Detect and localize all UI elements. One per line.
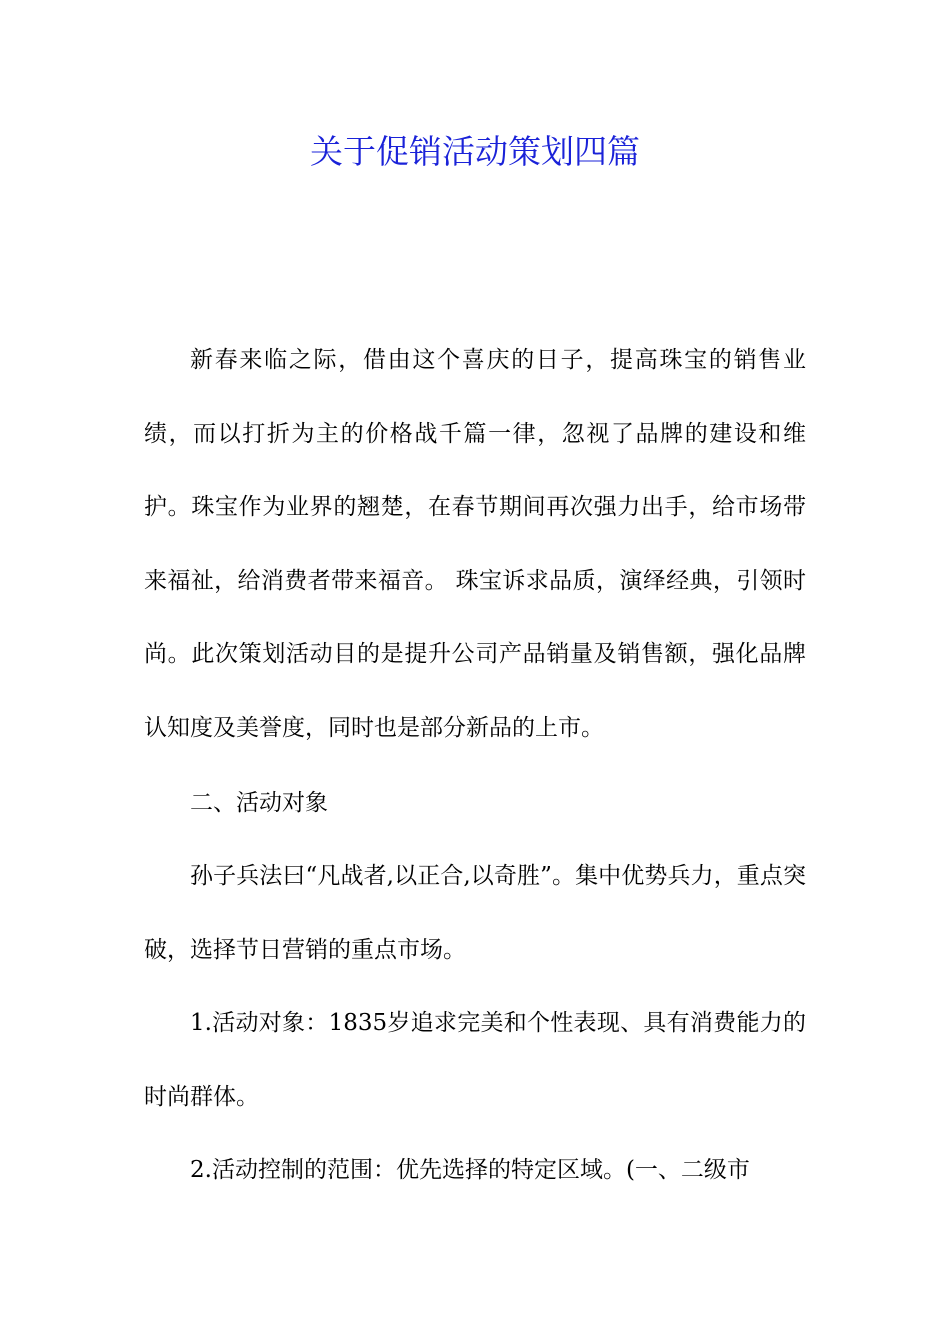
list-item-2-block (144, 1134, 806, 1208)
list-item-activity-scope: 2.活动控制的范围：优先选择的特定区域。(一、二级市 (190, 1157, 750, 1183)
paragraph-sunzi-block (144, 840, 806, 987)
document-title: 关于促销活动策划四篇 (310, 132, 640, 171)
paragraph-intro: 新春来临之际，借由这个喜庆的日子，提高珠宝的销售业绩，而以打折为主的价格战千篇一律，忽视了品牌的建设和维护。珠宝作为业界的翘楚，在春节期间再次强力出手，给市场带来福祉，给消费者带来福音。 珠宝诉求品质，演绎经典，引领时尚。此次策划活动目的是提升公司产品销量及销售额，强化品牌认知度及美誉度，同时也是部分新品的上市。 (144, 347, 806, 741)
paragraph-sunzi: 孙子兵法曰“凡战者,以正合,以奇胜”。集中优势兵力，重点突破，选择节日营销的重点市场。 (144, 863, 806, 963)
paragraph-intro-block (144, 324, 806, 765)
list-item-activity-target: 1.活动对象：1835岁追求完美和个性表现、具有消费能力的时尚群体。 (144, 1010, 806, 1110)
list-item-1-block (144, 987, 806, 1134)
section-heading-block (144, 767, 806, 841)
section-heading-activity-target: 二、活动对象 (190, 790, 328, 816)
